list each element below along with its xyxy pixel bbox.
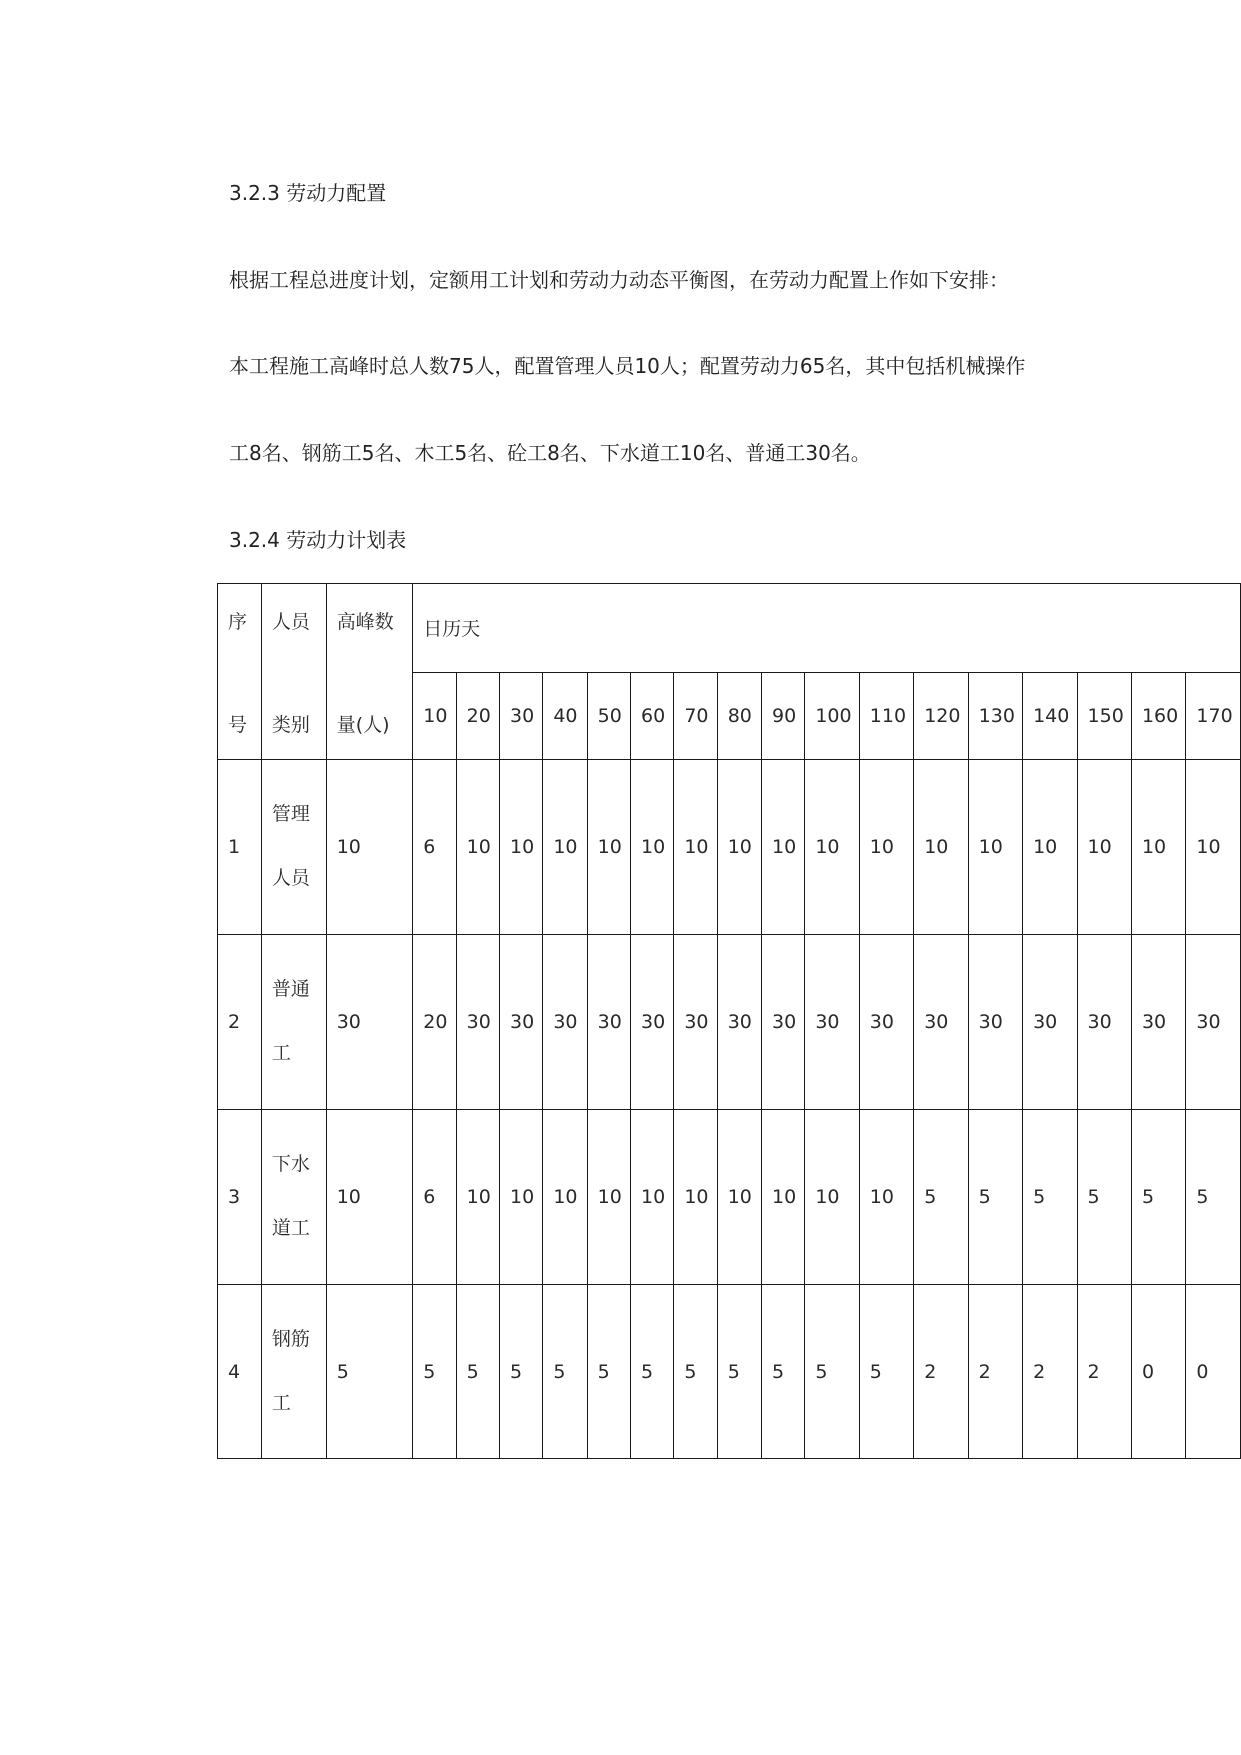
header-seq-top: 序 (228, 610, 248, 633)
section-324-heading: 3.2.4 劳动力计划表 (229, 528, 407, 552)
row-value: 10 (717, 1110, 761, 1285)
row-category (261, 1285, 326, 1459)
row-value: 30 (914, 935, 968, 1110)
labor-plan-table (217, 583, 1241, 1459)
header-day-cell: 20 (456, 672, 499, 760)
row-value: 30 (1131, 935, 1185, 1110)
header-day-cell: 110 (859, 672, 913, 760)
table-header-row-1 (218, 584, 1241, 673)
header-day-cell: 120 (914, 672, 968, 760)
header-day-cell: 30 (499, 672, 542, 760)
row-value: 10 (674, 1110, 717, 1285)
row-category (261, 935, 326, 1110)
table-row (218, 760, 1241, 935)
row-value: 10 (1077, 760, 1131, 935)
row-value: 10 (630, 760, 673, 935)
row-value: 30 (1023, 935, 1077, 1110)
header-peak-cell (326, 584, 413, 760)
table-row (218, 1285, 1241, 1459)
row-peak: 10 (326, 760, 413, 935)
section-323-paragraph-2-line-2: 工8名、钢筋工5名、木工5名、砼工8名、下水道工10名、普通工30名。 (229, 441, 871, 465)
header-day-cell: 100 (805, 672, 859, 760)
header-seq-cell (218, 584, 262, 760)
row-value: 5 (914, 1110, 968, 1285)
row-value: 2 (968, 1285, 1022, 1459)
header-day-cell: 130 (968, 672, 1022, 760)
row-value: 10 (968, 760, 1022, 935)
row-category-top: 管理 (271, 803, 310, 826)
row-value: 5 (674, 1285, 717, 1459)
row-value: 10 (761, 760, 804, 935)
row-value: 5 (413, 1285, 456, 1459)
header-calendar-days: 日历天 (413, 584, 1241, 673)
row-value: 30 (859, 935, 913, 1110)
row-peak: 30 (326, 935, 413, 1110)
row-category-top: 下水 (271, 1153, 310, 1176)
row-value: 30 (1077, 935, 1131, 1110)
row-value: 10 (859, 1110, 913, 1285)
row-peak: 10 (326, 1110, 413, 1285)
row-value: 10 (587, 1110, 630, 1285)
row-category-top: 普通 (271, 978, 310, 1001)
header-day-cell: 60 (630, 672, 673, 760)
row-seq: 3 (218, 1110, 262, 1285)
section-323-paragraph-2-line-1: 本工程施工高峰时总人数75人，配置管理人员10人；配置劳动力65名，其中包括机械操作 (229, 354, 1026, 378)
header-day-cell: 150 (1077, 672, 1131, 760)
row-value: 30 (456, 935, 499, 1110)
row-seq: 4 (218, 1285, 262, 1459)
row-value: 10 (859, 760, 913, 935)
row-value: 10 (1186, 760, 1241, 935)
row-category-bottom: 工 (271, 1391, 291, 1414)
row-value: 30 (761, 935, 804, 1110)
row-seq: 1 (218, 760, 262, 935)
row-value: 6 (413, 1110, 456, 1285)
row-value: 30 (805, 935, 859, 1110)
row-seq: 2 (218, 935, 262, 1110)
row-value: 10 (499, 1110, 542, 1285)
header-day-cell: 50 (587, 672, 630, 760)
header-day-cell: 80 (717, 672, 761, 760)
table-row (218, 1110, 1241, 1285)
row-value: 5 (456, 1285, 499, 1459)
row-value: 10 (456, 1110, 499, 1285)
header-day-cell: 160 (1131, 672, 1185, 760)
table-row (218, 935, 1241, 1110)
row-value: 5 (543, 1285, 587, 1459)
row-value: 5 (859, 1285, 913, 1459)
row-value: 30 (717, 935, 761, 1110)
row-value: 5 (1077, 1110, 1131, 1285)
row-value: 10 (587, 760, 630, 935)
header-day-cell: 140 (1023, 672, 1077, 760)
row-value: 30 (674, 935, 717, 1110)
row-value: 10 (543, 760, 587, 935)
row-value: 0 (1131, 1285, 1185, 1459)
row-category (261, 760, 326, 935)
row-value: 30 (968, 935, 1022, 1110)
row-peak: 5 (326, 1285, 413, 1459)
row-value: 10 (674, 760, 717, 935)
header-seq-bottom: 号 (228, 713, 248, 736)
header-category-top: 人员 (271, 610, 310, 633)
row-value: 5 (717, 1285, 761, 1459)
row-value: 2 (914, 1285, 968, 1459)
row-category (261, 1110, 326, 1285)
row-value: 5 (499, 1285, 542, 1459)
row-value: 5 (1131, 1110, 1185, 1285)
row-category-bottom: 人员 (271, 867, 310, 889)
header-category-bottom: 类别 (271, 713, 310, 736)
header-day-cell: 70 (674, 672, 717, 760)
row-value: 30 (543, 935, 587, 1110)
row-value: 10 (717, 760, 761, 935)
row-value: 30 (1186, 935, 1241, 1110)
row-value: 6 (413, 760, 456, 935)
row-value: 5 (630, 1285, 673, 1459)
row-category-top: 钢筋 (271, 1327, 310, 1350)
row-value: 30 (499, 935, 542, 1110)
header-day-cell: 10 (413, 672, 456, 760)
row-value: 30 (587, 935, 630, 1110)
row-value: 5 (1186, 1110, 1241, 1285)
row-value: 10 (761, 1110, 804, 1285)
row-value: 5 (761, 1285, 804, 1459)
row-value: 10 (805, 1110, 859, 1285)
row-value: 10 (1023, 760, 1077, 935)
row-value: 10 (456, 760, 499, 935)
row-value: 10 (1131, 760, 1185, 935)
header-day-cell: 40 (543, 672, 587, 760)
row-value: 5 (587, 1285, 630, 1459)
header-category-cell (261, 584, 326, 760)
row-value: 2 (1077, 1285, 1131, 1459)
header-day-cell: 170 (1186, 672, 1241, 760)
row-value: 10 (805, 760, 859, 935)
header-peak-bottom: 量(人) (336, 713, 390, 736)
row-value: 10 (630, 1110, 673, 1285)
row-value: 5 (1023, 1110, 1077, 1285)
row-category-bottom: 道工 (271, 1217, 310, 1239)
row-value: 10 (543, 1110, 587, 1285)
row-value: 5 (805, 1285, 859, 1459)
row-value: 10 (499, 760, 542, 935)
row-value: 20 (413, 935, 456, 1110)
header-day-cell: 90 (761, 672, 804, 760)
row-value: 2 (1023, 1285, 1077, 1459)
row-value: 30 (630, 935, 673, 1110)
section-323-heading: 3.2.3 劳动力配置 (229, 181, 387, 205)
row-value: 0 (1186, 1285, 1241, 1459)
row-value: 5 (968, 1110, 1022, 1285)
row-value: 10 (914, 760, 968, 935)
header-peak-top: 高峰数 (336, 610, 394, 633)
section-323-paragraph-1: 根据工程总进度计划，定额用工计划和劳动力动态平衡图，在劳动力配置上作如下安排： (229, 268, 1009, 292)
row-category-bottom: 工 (271, 1042, 291, 1064)
